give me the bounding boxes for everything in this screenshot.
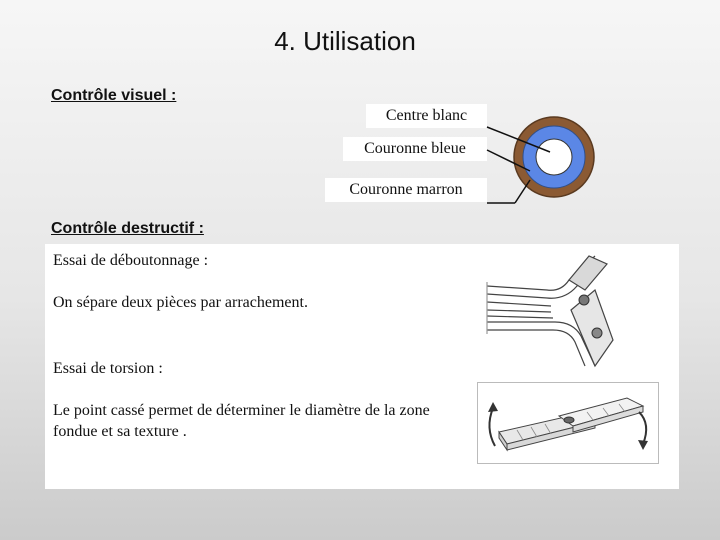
visual-check-heading: Contrôle visuel : [51,87,177,104]
torsion-test-description: Le point cassé permet de déterminer le diamètre de la zone fondue et sa texture . [53,402,430,440]
weld-spot-diagram [470,100,610,210]
brown-ring-label: Couronne marron [325,178,487,202]
destructive-test-panel [45,244,679,489]
peel-bolt [592,328,602,338]
torsion-weld-spot [564,417,574,423]
brown-ring-pointer-diag [515,180,530,203]
white-center-label: Centre blanc [366,104,487,128]
destructive-check-heading: Contrôle destructif : [51,220,204,237]
white-center [536,139,572,175]
peel-weld-spot [579,295,589,305]
unbuttoning-test-title: Essai de déboutonnage : [53,252,209,269]
page-title: 4. Utilisation [274,26,416,56]
blue-ring-label: Couronne bleue [343,137,487,161]
unbuttoning-test-description: On sépare deux pièces par arrachement. [53,294,308,311]
torsion-test-title: Essai de torsion : [53,360,163,377]
torsion-test-illustration [477,382,659,464]
peel-test-illustration [485,250,615,372]
